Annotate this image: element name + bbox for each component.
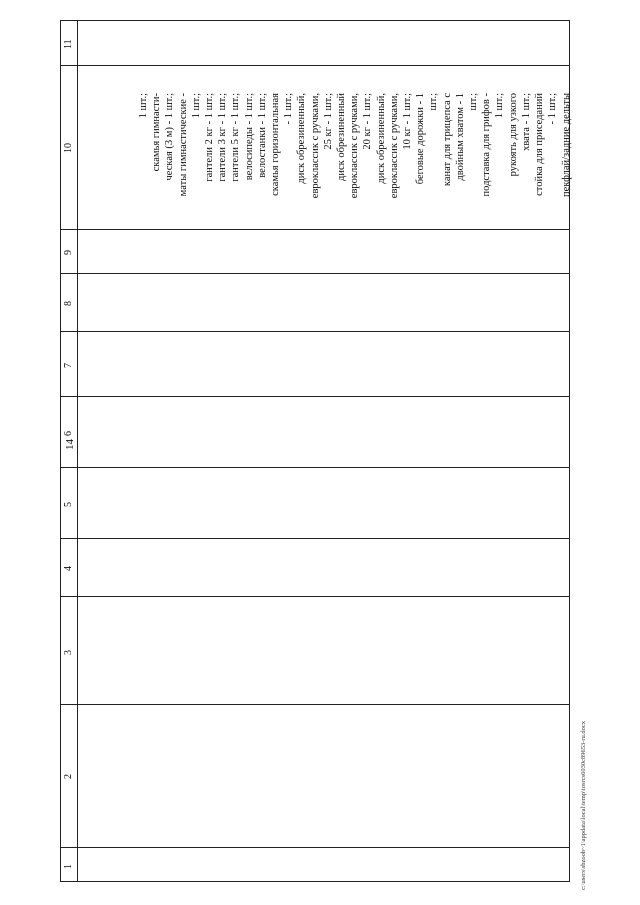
- equipment-list-cell: [137, 93, 627, 229]
- equipment-line: гантели 5 кг - 1 шт.;: [230, 93, 242, 182]
- equipment-line: 1 шт.;: [190, 93, 202, 119]
- equipment-line: евроклассик с ручками,: [349, 93, 361, 199]
- equipment-line: евроклассик с ручками,: [309, 93, 321, 199]
- column-separator: [61, 596, 569, 597]
- equipment-line: 10 кг - 1 шт.;: [402, 93, 414, 150]
- equipment-line: шт.;: [428, 93, 440, 111]
- equipment-line: диск обрезиненный,: [296, 93, 308, 184]
- column-number-2: 2: [63, 774, 74, 779]
- header-band-separator: [77, 21, 78, 881]
- column-number-8: 8: [63, 301, 74, 306]
- equipment-line: - 1 шт.;: [547, 93, 559, 125]
- column-number-3: 3: [63, 650, 74, 655]
- rotated-table: [60, 20, 570, 882]
- equipment-line: 1 шт.;: [494, 93, 506, 119]
- equipment-line: шт.;: [468, 93, 480, 111]
- equipment-line: - 1 шт.;: [283, 93, 295, 125]
- column-separator: [61, 396, 569, 397]
- column-separator: [61, 538, 569, 539]
- equipment-line: скамья горизонтальная: [270, 93, 282, 196]
- equipment-line: евроклассик с ручками,: [388, 93, 400, 199]
- page-number: 14: [64, 439, 76, 450]
- equipment-line: гантели 3 кг - 1 шт.;: [217, 93, 229, 182]
- column-number-4: 4: [63, 566, 74, 571]
- column-separator: [61, 273, 569, 274]
- equipment-line: беговые дорожки - 1: [415, 93, 427, 185]
- equipment-line: двойным хватом - 1: [454, 93, 466, 181]
- column-separator: [61, 331, 569, 332]
- equipment-line: 20 кг - 1 шт.;: [362, 93, 374, 150]
- equipment-line: 25 кг - 1 шт.;: [322, 93, 334, 150]
- column-number-6: 6: [63, 431, 74, 436]
- equipment-line: гантели 2 кг - 1 шт.;: [204, 93, 216, 182]
- column-separator: [61, 704, 569, 705]
- equipment-line: скамья гимнасти-: [151, 93, 163, 172]
- equipment-line: пекфлай/задние дельты: [560, 93, 572, 198]
- equipment-line: велосипеды - 1 шт.;: [243, 93, 255, 181]
- equipment-line: велостанки - 1 шт.;: [256, 93, 268, 178]
- column-separator: [61, 467, 569, 468]
- equipment-line: диск обрезиненный,: [375, 93, 387, 184]
- equipment-line: маты гимнастические -: [177, 93, 189, 197]
- column-number-5: 5: [63, 502, 74, 507]
- column-separator: [61, 847, 569, 848]
- equipment-line: канат для трицепса с: [441, 93, 453, 187]
- equipment-line: рукоять для узкого: [507, 93, 519, 177]
- equipment-line: стойка для приседаний: [534, 93, 546, 196]
- equipment-line: подставка для грифов -: [481, 93, 493, 197]
- column-number-1: 1: [63, 864, 74, 869]
- equipment-line: хвата - 1 шт.;: [520, 93, 532, 151]
- footer-file-path: c:\users\sbzoob~1\appdata\local\temp\tosrcs6030c89653-ru.docx: [580, 720, 587, 890]
- column-number-9: 9: [63, 250, 74, 255]
- column-separator: [61, 65, 569, 66]
- column-number-7: 7: [63, 363, 74, 368]
- equipment-line: ческая (3 м) - 1 шт.;: [164, 93, 176, 181]
- column-number-11: 11: [63, 39, 74, 49]
- column-number-10: 10: [63, 143, 74, 153]
- column-separator: [61, 229, 569, 230]
- equipment-line: 1 шт.;: [138, 93, 149, 119]
- equipment-line: диск обрезиненный: [336, 93, 348, 181]
